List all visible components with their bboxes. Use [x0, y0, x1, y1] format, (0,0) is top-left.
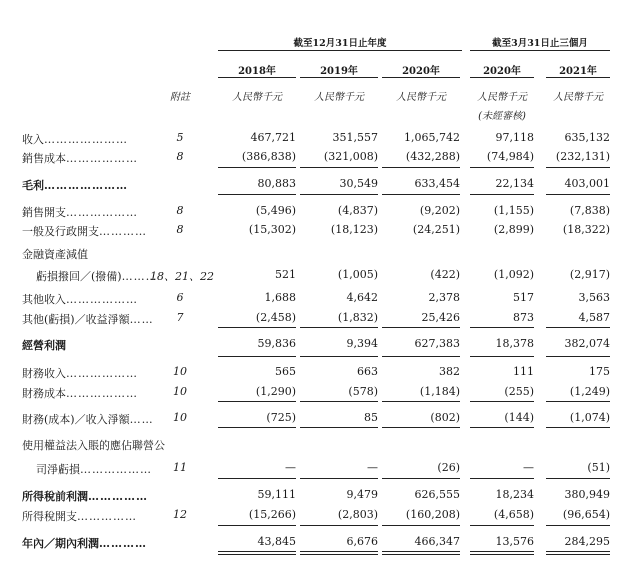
row-label — [22, 204, 138, 220]
row-value: — — [285, 461, 296, 474]
subtotal-rule — [546, 167, 610, 168]
row-label — [36, 268, 158, 284]
row-value: (255) — [504, 385, 534, 398]
row-value: (422) — [430, 268, 460, 281]
leader-dots: …………… — [77, 510, 137, 523]
row-label-text: 其他(虧損)／收益淨額 — [22, 313, 130, 326]
row-value: (51) — [587, 461, 610, 474]
row-label-text: 銷售成本 — [22, 152, 66, 165]
year-header-2020-q1: 2020年 — [483, 66, 521, 77]
subtotal-rule — [470, 167, 534, 168]
total-double-rule — [218, 551, 296, 555]
unit-label: 人民幣千元 — [232, 92, 282, 103]
row-value: (321,008) — [323, 150, 378, 163]
row-value: 633,454 — [414, 177, 460, 190]
subtotal-rule — [546, 401, 610, 402]
row-note: 7 — [176, 311, 184, 324]
row-value: 9,394 — [346, 337, 378, 350]
row-note: 10 — [173, 411, 187, 424]
subtotal-rule — [218, 401, 296, 402]
row-value: 1,065,742 — [404, 131, 460, 144]
subtotal-rule — [546, 327, 610, 328]
row-label-text: 經營利潤 — [22, 339, 66, 352]
row-value: 565 — [275, 365, 296, 378]
row-label — [22, 488, 148, 504]
row-value: (24,251) — [412, 223, 460, 236]
subtotal-rule — [300, 167, 378, 168]
subtotal-rule — [470, 427, 534, 428]
row-value: (1,832) — [337, 311, 378, 324]
row-value: 351,557 — [332, 131, 378, 144]
row-label — [22, 150, 138, 166]
row-value: 635,132 — [564, 131, 610, 144]
leader-dots: …… — [129, 313, 154, 326]
row-value: (2,458) — [255, 311, 296, 324]
row-value: 873 — [513, 311, 534, 324]
subtotal-rule — [300, 356, 378, 357]
row-label — [22, 246, 88, 262]
quarter-group-header: 截至3月31日止三個月 — [492, 38, 588, 49]
row-value: 284,295 — [564, 535, 610, 548]
row-value: (7,838) — [569, 204, 610, 217]
subtotal-rule — [546, 356, 610, 357]
fiscal-year-group-rule — [218, 50, 462, 51]
row-value: 1,688 — [264, 291, 296, 304]
subtotal-rule — [470, 401, 534, 402]
note-column-header: 附註 — [170, 92, 190, 103]
row-note: 11 — [173, 461, 187, 474]
leader-dots: ………………… — [44, 133, 128, 146]
row-value: (725) — [266, 411, 296, 424]
row-label-text: 其他收入 — [22, 293, 66, 306]
row-value: 466,347 — [414, 535, 460, 548]
row-value: 85 — [364, 411, 378, 424]
row-value: (74,984) — [486, 150, 534, 163]
row-value: — — [367, 461, 378, 474]
row-value: 175 — [589, 365, 610, 378]
leader-dots: ………… — [99, 537, 147, 550]
row-value: 59,836 — [257, 337, 296, 350]
row-label-text: 所得稅開支 — [22, 510, 77, 523]
total-double-rule — [300, 551, 378, 555]
row-value: 30,549 — [339, 177, 378, 190]
subtotal-rule — [382, 525, 460, 526]
subtotal-rule — [218, 356, 296, 357]
row-label-text: 收入 — [22, 133, 44, 146]
row-value: (1,074) — [569, 411, 610, 424]
row-label-text: 財務收入 — [22, 367, 66, 380]
subtotal-rule — [300, 194, 378, 195]
subtotal-rule — [546, 525, 610, 526]
subtotal-rule — [300, 401, 378, 402]
row-note: 10 — [173, 385, 187, 398]
row-label-text: 司淨虧損 — [36, 463, 80, 476]
subtotal-rule — [382, 478, 460, 479]
row-value: (5,496) — [255, 204, 296, 217]
year-rule-2021-q1 — [546, 77, 610, 78]
total-double-rule — [470, 551, 534, 555]
row-label-text: 銷售開支 — [22, 206, 66, 219]
unaudited-label: (未經審核) — [478, 111, 526, 122]
row-value: (15,266) — [248, 508, 296, 521]
unit-label: 人民幣千元 — [314, 92, 364, 103]
row-value: 403,001 — [564, 177, 610, 190]
subtotal-rule — [382, 356, 460, 357]
subtotal-rule — [470, 525, 534, 526]
year-rule-2020-q1 — [470, 77, 534, 78]
row-label — [22, 223, 147, 239]
subtotal-rule — [218, 478, 296, 479]
row-value: (160,208) — [405, 508, 460, 521]
subtotal-rule — [470, 356, 534, 357]
year-rule-2018 — [218, 77, 296, 78]
leader-dots: ……………… — [66, 367, 138, 380]
row-label — [22, 311, 154, 327]
row-value: (144) — [504, 411, 534, 424]
row-value: (232,131) — [555, 150, 610, 163]
row-value: 4,587 — [578, 311, 610, 324]
subtotal-rule — [382, 167, 460, 168]
row-label-text: 一般及行政開支 — [22, 225, 99, 238]
row-value: 467,721 — [250, 131, 296, 144]
subtotal-rule — [382, 427, 460, 428]
row-value: 22,134 — [495, 177, 534, 190]
row-label-text: 毛利 — [22, 179, 44, 192]
row-note: 18、21、22 — [150, 270, 214, 283]
row-value: 382,074 — [564, 337, 610, 350]
row-label-text: 財務(成本)／收入淨額 — [22, 413, 130, 426]
leader-dots: ………………… — [44, 179, 128, 192]
row-value: 43,845 — [257, 535, 296, 548]
subtotal-rule — [218, 167, 296, 168]
row-value: 13,576 — [495, 535, 534, 548]
subtotal-rule — [218, 327, 296, 328]
row-label — [22, 437, 165, 453]
row-label — [22, 411, 154, 427]
row-value: 2,378 — [428, 291, 460, 304]
row-value: 25,426 — [421, 311, 460, 324]
row-label — [36, 461, 152, 477]
row-label — [22, 385, 138, 401]
unit-label: 人民幣千元 — [396, 92, 446, 103]
row-value: (1,155) — [493, 204, 534, 217]
row-note: 10 — [173, 365, 187, 378]
row-value: (1,249) — [569, 385, 610, 398]
row-label — [22, 365, 138, 381]
row-label-text: 所得稅前利潤 — [22, 490, 88, 503]
subtotal-rule — [300, 525, 378, 526]
row-value: (432,288) — [405, 150, 460, 163]
row-label — [22, 508, 137, 524]
year-header-2018: 2018年 — [238, 66, 276, 77]
row-note: 8 — [176, 204, 184, 217]
total-double-rule — [546, 551, 610, 555]
leader-dots: ……………… — [66, 293, 138, 306]
leader-dots: ……………… — [66, 206, 138, 219]
row-value: (2,803) — [337, 508, 378, 521]
unit-label: 人民幣千元 — [553, 92, 603, 103]
row-value: 18,234 — [495, 488, 534, 501]
row-note: 5 — [176, 131, 184, 144]
row-value: 4,642 — [346, 291, 378, 304]
subtotal-rule — [546, 478, 610, 479]
row-value: (2,917) — [569, 268, 610, 281]
row-value: 626,555 — [414, 488, 460, 501]
row-value: (18,123) — [330, 223, 378, 236]
subtotal-rule — [470, 194, 534, 195]
fiscal-year-group-header: 截至12月31日止年度 — [293, 38, 387, 49]
row-value: 380,949 — [564, 488, 610, 501]
leader-dots: …… — [129, 413, 154, 426]
row-value: (1,005) — [337, 268, 378, 281]
year-header-2020: 2020年 — [402, 66, 440, 77]
subtotal-rule — [546, 427, 610, 428]
row-label — [22, 291, 138, 307]
year-rule-2019 — [300, 77, 378, 78]
row-value: — — [523, 461, 534, 474]
row-value: (1,092) — [493, 268, 534, 281]
row-value: 9,479 — [346, 488, 378, 501]
row-value: (96,654) — [562, 508, 610, 521]
row-value: (18,322) — [562, 223, 610, 236]
subtotal-rule — [300, 478, 378, 479]
row-note: 6 — [176, 291, 184, 304]
row-value: (9,202) — [419, 204, 460, 217]
row-value: (802) — [430, 411, 460, 424]
row-note: 12 — [173, 508, 187, 521]
row-label — [22, 177, 128, 193]
leader-dots: ……… — [121, 270, 158, 283]
year-rule-2020 — [382, 77, 460, 78]
row-value: 517 — [513, 291, 534, 304]
row-value: 663 — [357, 365, 378, 378]
row-value: 59,111 — [257, 488, 296, 501]
subtotal-rule — [300, 327, 378, 328]
row-value: (4,837) — [337, 204, 378, 217]
subtotal-rule — [218, 194, 296, 195]
leader-dots: ……………… — [80, 463, 152, 476]
row-value: (2,899) — [493, 223, 534, 236]
row-value: 627,383 — [414, 337, 460, 350]
subtotal-rule — [382, 194, 460, 195]
row-label-text: 財務成本 — [22, 387, 66, 400]
subtotal-rule — [218, 525, 296, 526]
row-value: (4,658) — [493, 508, 534, 521]
row-value: (1,290) — [255, 385, 296, 398]
unit-label: 人民幣千元 — [477, 92, 527, 103]
row-value: (1,184) — [419, 385, 460, 398]
row-value: 80,883 — [257, 177, 296, 190]
row-label-text: 金融資產減值 — [22, 248, 88, 261]
subtotal-rule — [382, 401, 460, 402]
leader-dots: ……………… — [66, 387, 138, 400]
total-double-rule — [382, 551, 460, 555]
quarter-group-rule — [470, 50, 610, 51]
row-label-text: 虧損撥回／(撥備) — [36, 270, 122, 283]
row-value: 6,676 — [346, 535, 378, 548]
row-value: 18,378 — [495, 337, 534, 350]
row-value: (386,838) — [241, 150, 296, 163]
subtotal-rule — [546, 194, 610, 195]
row-label — [22, 131, 128, 147]
row-value: (578) — [348, 385, 378, 398]
row-value: 382 — [439, 365, 460, 378]
subtotal-rule — [470, 478, 534, 479]
row-value: 521 — [275, 268, 296, 281]
leader-dots: ………… — [99, 225, 147, 238]
row-label — [22, 535, 147, 551]
row-label-text: 使用權益法入賬的應佔聯營公 — [22, 439, 165, 452]
row-note: 8 — [176, 150, 184, 163]
year-header-2021-q1: 2021年 — [559, 66, 597, 77]
subtotal-rule — [382, 327, 460, 328]
leader-dots: …………… — [88, 490, 148, 503]
row-label — [22, 337, 66, 353]
row-value: 111 — [513, 365, 534, 378]
row-value: (26) — [437, 461, 460, 474]
row-value: (15,302) — [248, 223, 296, 236]
year-header-2019: 2019年 — [320, 66, 358, 77]
leader-dots: ……………… — [66, 152, 138, 165]
subtotal-rule — [300, 427, 378, 428]
row-label-text: 年內／期內利潤 — [22, 537, 99, 550]
subtotal-rule — [470, 327, 534, 328]
subtotal-rule — [218, 427, 296, 428]
row-note: 8 — [176, 223, 184, 236]
row-value: 97,118 — [495, 131, 534, 144]
row-value: 3,563 — [578, 291, 610, 304]
